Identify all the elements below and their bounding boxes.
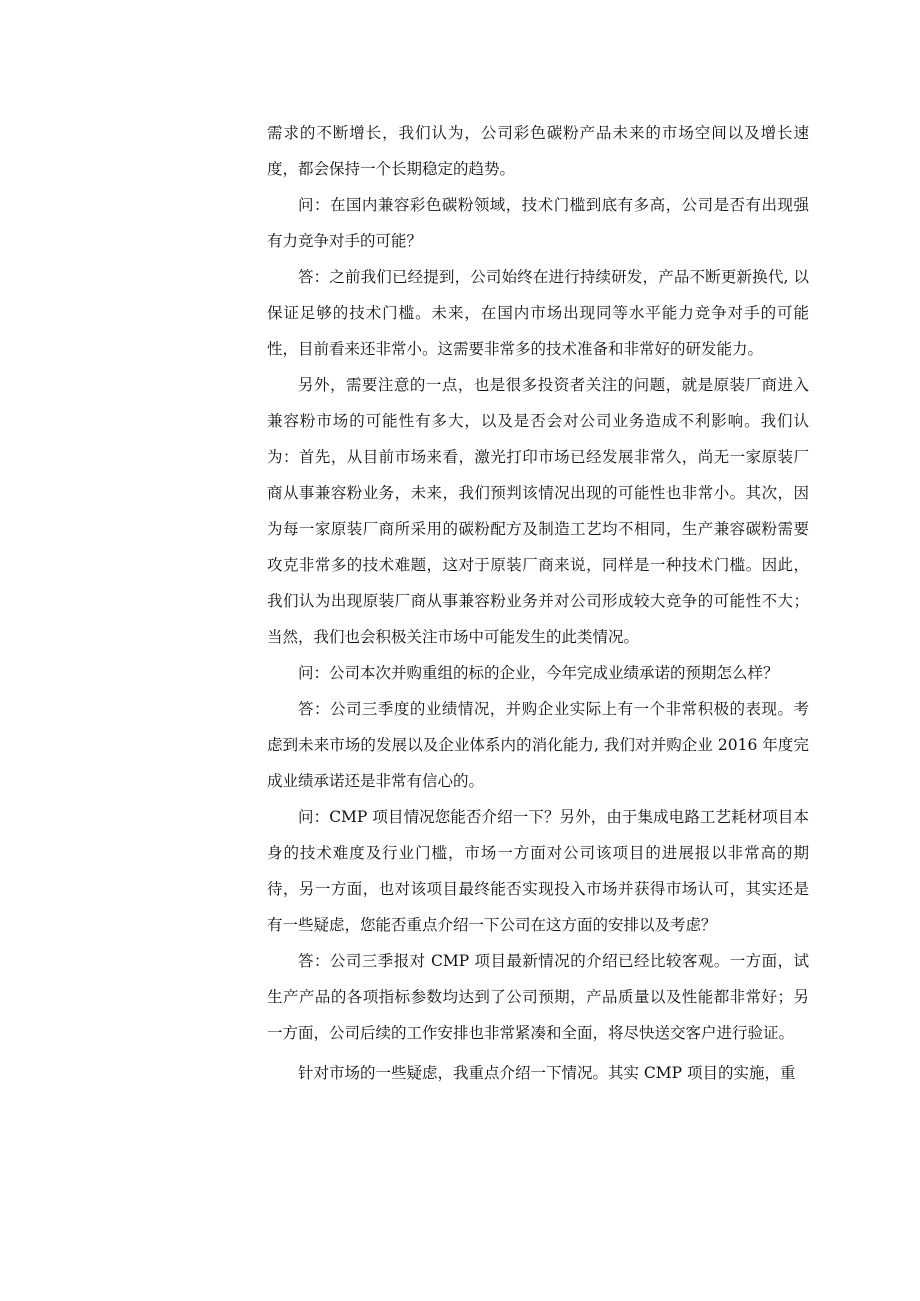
document-body (267, 115, 809, 1091)
paragraph-answer-competition: 答：之前我们已经提到，公司始终在进行持续研发，产品不断更新换代, 以保证足够的技术门槛。未来，在国内市场出现同等水平能力竞争对手的可能性，目前看来还非常小。这需要非常多的技术准备和非常好的研发能力。 (267, 268, 809, 358)
paragraph-question-acquisition: 问：公司本次并购重组的标的企业，今年完成业绩承诺的预期怎么样？ (298, 664, 779, 682)
paragraph-continuation: 需求的不断增长，我们认为，公司彩色碳粉产品未来的市场空间以及增长速度，都会保持一个长期稳定的趋势。 (267, 124, 809, 178)
paragraph-question-cmp: 问：CMP 项目情况您能否介绍一下？另外，由于集成电路工艺耗材项目本身的技术难度及行业门槛，市场一方面对公司该项目的进展报以非常高的期待，另一方面，也对该项目最终能否实现投入市场并获得市场认可，其实还是有一些疑虑，您能否重点介绍一下公司在这方面的安排以及考虑？ (267, 808, 809, 934)
paragraph-question-competition: 问：在国内兼容彩色碳粉领域，技术门槛到底有多高，公司是否有出现强有力竞争对手的可能？ (267, 196, 809, 250)
paragraph-answer-cmp: 答：公司三季报对 CMP 项目最新情况的介绍已经比较客观。一方面，试生产产品的各项指标参数均达到了公司预期，产品质量以及性能都非常好；另一方面，公司后续的工作安排也非常紧凑和全面，将尽快送交客户进行验证。 (267, 952, 809, 1042)
paragraph-answer-acquisition: 答：公司三季度的业绩情况，并购企业实际上有一个非常积极的表现。考虑到未来市场的发展以及企业体系内的消化能力, 我们对并购企业 2016 年度完成业绩承诺还是非常有信心的。 (267, 700, 809, 790)
paragraph-cmp-doubts: 针对市场的一些疑虑，我重点介绍一下情况。其实 CMP 项目的实施，重 (298, 1064, 796, 1082)
paragraph-oem-entry: 另外，需要注意的一点，也是很多投资者关注的问题，就是原装厂商进入兼容粉市场的可能性有多大，以及是否会对公司业务造成不利影响。我们认为：首先，从目前市场来看，激光打印市场已经发展非常久，尚无一家原装厂商从事兼容粉业务，未来，我们预判该情况出现的可能性也非常小。其次，因为每一家原装厂商所采用的碳粉配方及制造工艺均不相同，生产兼容碳粉需要攻克非常多的技术难题，这对于原装厂商来说，同样是一种技术门槛。因此，我们认为出现原装厂商从事兼容粉业务并对公司形成较大竞争的可能性不大；当然，我们也会积极关注市场中可能发生的此类情况。 (267, 376, 809, 646)
